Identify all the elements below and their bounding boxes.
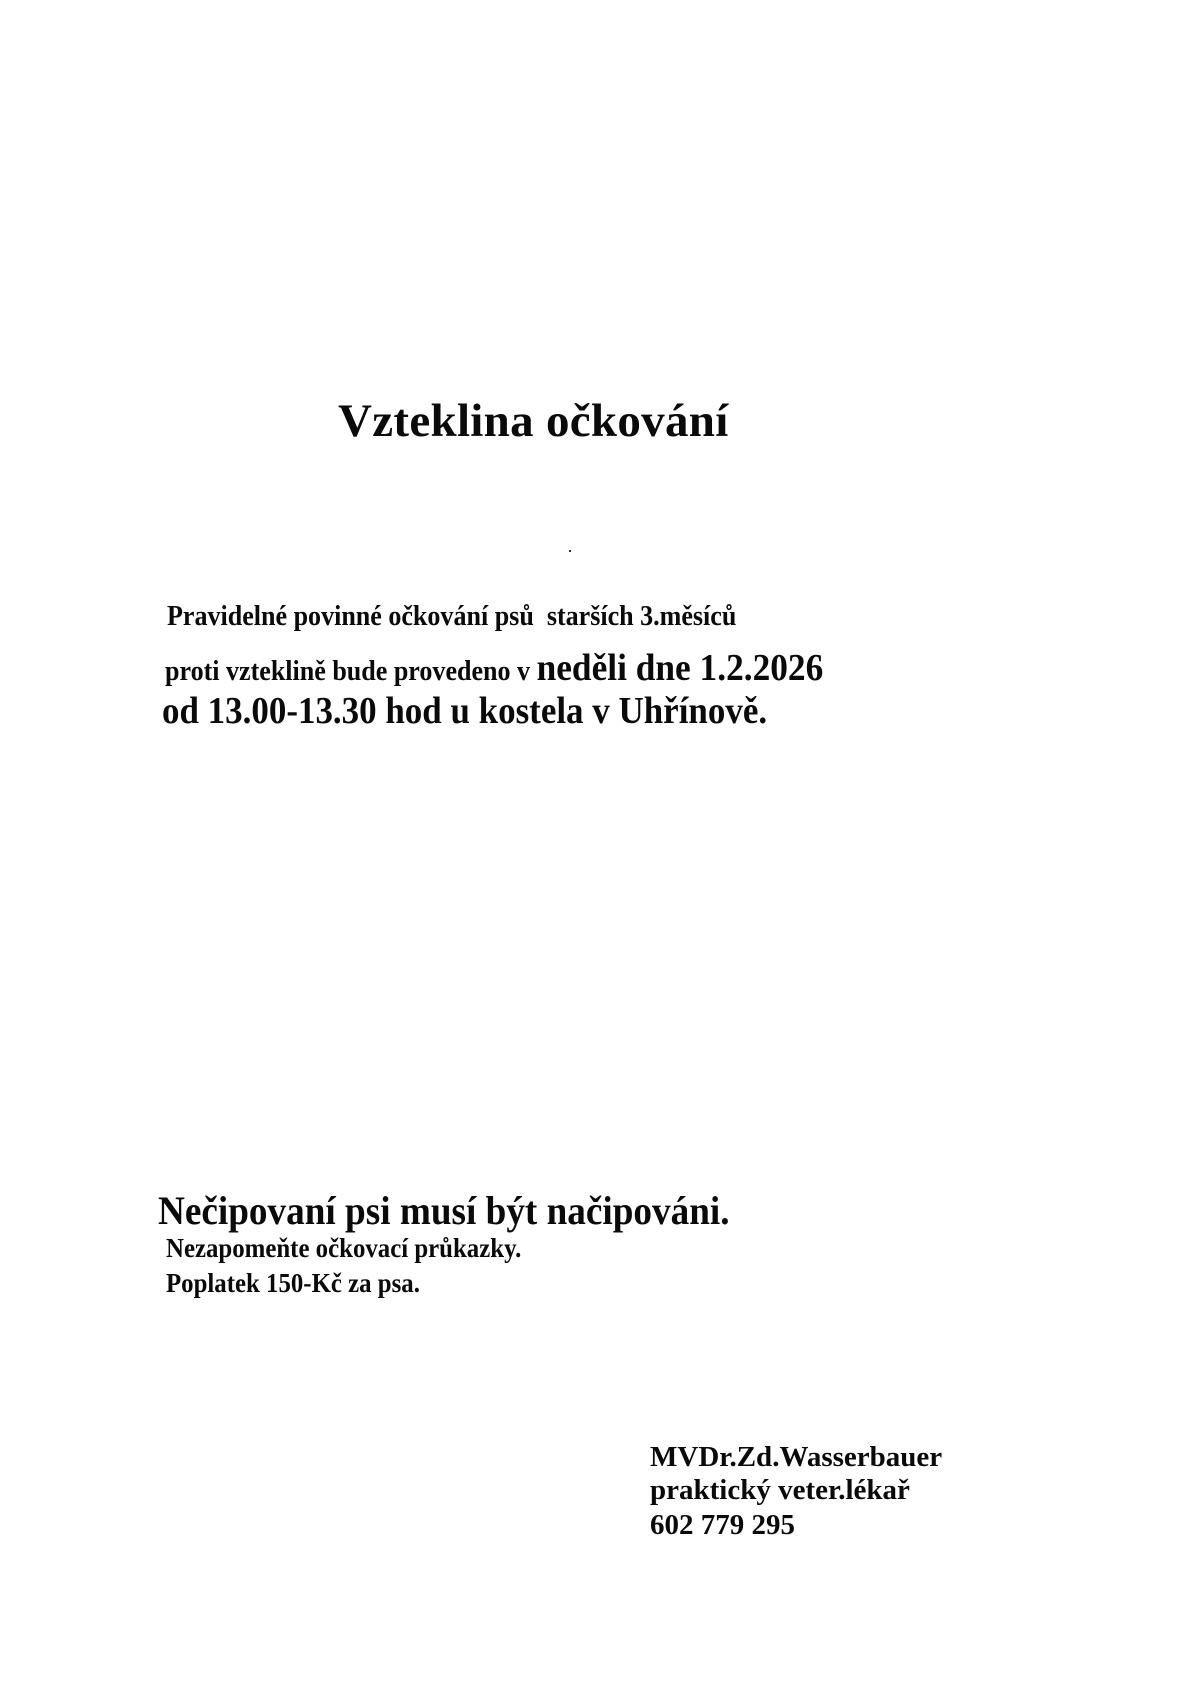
signature-phone: 602 779 295 [650, 1509, 795, 1541]
chip-requirement-note: Nečipovaní psi musí být načipováni. [158, 1188, 730, 1233]
reminder-note: Nezapomeňte očkovací průkazky. [166, 1233, 522, 1263]
vaccination-date: neděli dne 1.2.2026 [536, 647, 824, 689]
announcement-line-2 [165, 649, 823, 687]
announcement-time-place: od 13.00-13.30 hod u kostela v Uhřínově. [162, 690, 768, 732]
signature-role: praktický veter.lékař [650, 1474, 910, 1506]
document-title: Vzteklina očkování [338, 395, 729, 447]
scan-speck [569, 550, 571, 552]
signature-name: MVDr.Zd.Wasserbauer [650, 1441, 943, 1473]
announcement-line-2-prefix: proti vzteklině bude provedeno v [165, 656, 537, 687]
fee-note: Poplatek 150-Kč za psa. [166, 1268, 420, 1298]
announcement-line-1: Pravidelné povinné očkování psů starších 3.měsíců [167, 601, 737, 632]
